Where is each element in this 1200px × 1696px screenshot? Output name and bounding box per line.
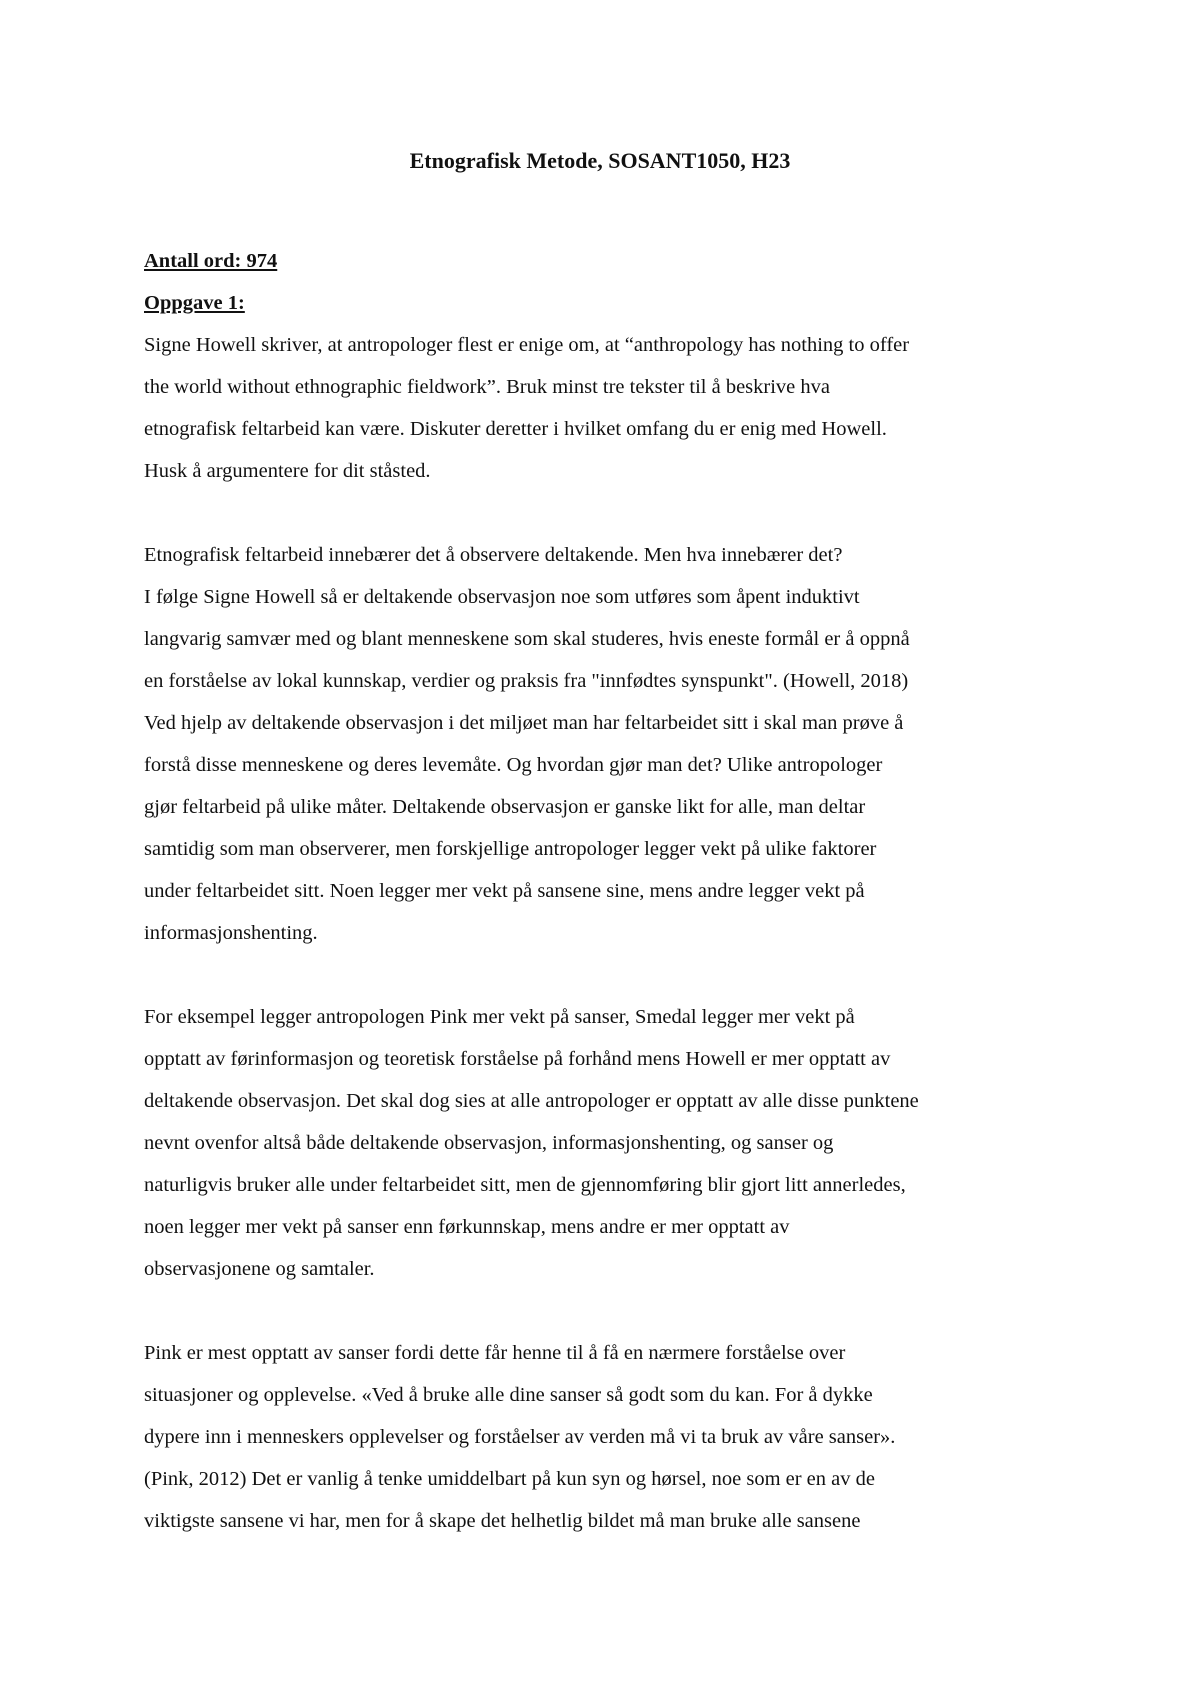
word-count: Antall ord: 974 xyxy=(144,250,278,272)
text-line: Signe Howell skriver, at antropologer flest er enige om, at “anthropology has nothing to offer xyxy=(144,334,910,356)
text-line: under feltarbeidet sitt. Noen legger mer vekt på sansene sine, mens andre legger vekt på xyxy=(144,880,865,902)
task-text xyxy=(144,324,1074,492)
text-line: forstå disse menneskene og deres levemåte. Og hvordan gjør man det? Ulike antropologer xyxy=(144,754,883,776)
text-line: (Pink, 2012) Det er vanlig å tenke umiddelbart på kun syn og hørsel, noe som er en av de xyxy=(144,1468,875,1490)
text-line: Etnografisk feltarbeid innebærer det å observere deltakende. Men hva innebærer det? xyxy=(144,544,843,566)
paragraph-1 xyxy=(144,534,1074,954)
paragraph-3 xyxy=(144,1332,1074,1542)
paragraph-gap xyxy=(144,1290,1074,1332)
text-line: For eksempel legger antropologen Pink mer vekt på sanser, Smedal legger mer vekt på xyxy=(144,1006,855,1028)
task-heading: Oppgave 1: xyxy=(144,292,245,314)
text-line: en forståelse av lokal kunnskap, verdier og praksis fra "innfødtes synspunkt". (Howell, 2018) xyxy=(144,670,909,692)
text-line: dypere inn i menneskers opplevelser og forståelser av verden må vi ta bruk av våre sanser». xyxy=(144,1426,896,1448)
text-line: deltakende observasjon. Det skal dog sies at alle antropologer er opptatt av alle disse punktene xyxy=(144,1090,919,1112)
text-line: samtidig som man observerer, men forskjellige antropologer legger vekt på ulike faktorer xyxy=(144,838,877,860)
text-line: I følge Signe Howell så er deltakende observasjon noe som utføres som åpent induktivt xyxy=(144,586,860,608)
paragraph-gap xyxy=(144,954,1074,996)
text-line: observasjonene og samtaler. xyxy=(144,1258,375,1280)
text-line: opptatt av førinformasjon og teoretisk forståelse på forhånd mens Howell er mer opptatt av xyxy=(144,1048,891,1070)
text-line: Husk å argumentere for dit ståsted. xyxy=(144,460,431,482)
text-line: situasjoner og opplevelse. «Ved å bruke alle dine sanser så godt som du kan. For å dykke xyxy=(144,1384,873,1406)
text-line: gjør feltarbeid på ulike måter. Deltakende observasjon er ganske likt for alle, man deltar xyxy=(144,796,866,818)
text-line: langvarig samvær med og blant menneskene som skal studeres, hvis eneste formål er å oppnå xyxy=(144,628,910,650)
paragraph-2 xyxy=(144,996,1074,1290)
text-line: nevnt ovenfor altså både deltakende observasjon, informasjonshenting, og sanser og xyxy=(144,1132,834,1154)
text-line: Ved hjelp av deltakende observasjon i det miljøet man har feltarbeidet sitt i skal man prøve å xyxy=(144,712,904,734)
text-line: noen legger mer vekt på sanser enn førkunnskap, mens andre er mer opptatt av xyxy=(144,1216,790,1238)
paragraph-gap xyxy=(144,492,1074,534)
text-line: the world without ethnographic fieldwork”. Bruk minst tre tekster til å beskrive hva xyxy=(144,376,831,398)
text-line: informasjonshenting. xyxy=(144,922,318,944)
document-body xyxy=(144,240,1074,1542)
text-line: naturligvis bruker alle under feltarbeidet sitt, men de gjennomføring blir gjort litt annerledes, xyxy=(144,1174,906,1196)
text-line: viktigste sansene vi har, men for å skape det helhetlig bildet må man bruke alle sansene xyxy=(144,1510,861,1532)
text-line: etnografisk feltarbeid kan være. Diskuter deretter i hvilket omfang du er enig med Howell. xyxy=(144,418,887,440)
text-line: Pink er mest opptatt av sanser fordi dette får henne til å få en nærmere forståelse over xyxy=(144,1342,846,1364)
document-title: Etnografisk Metode, SOSANT1050, H23 xyxy=(409,148,791,173)
